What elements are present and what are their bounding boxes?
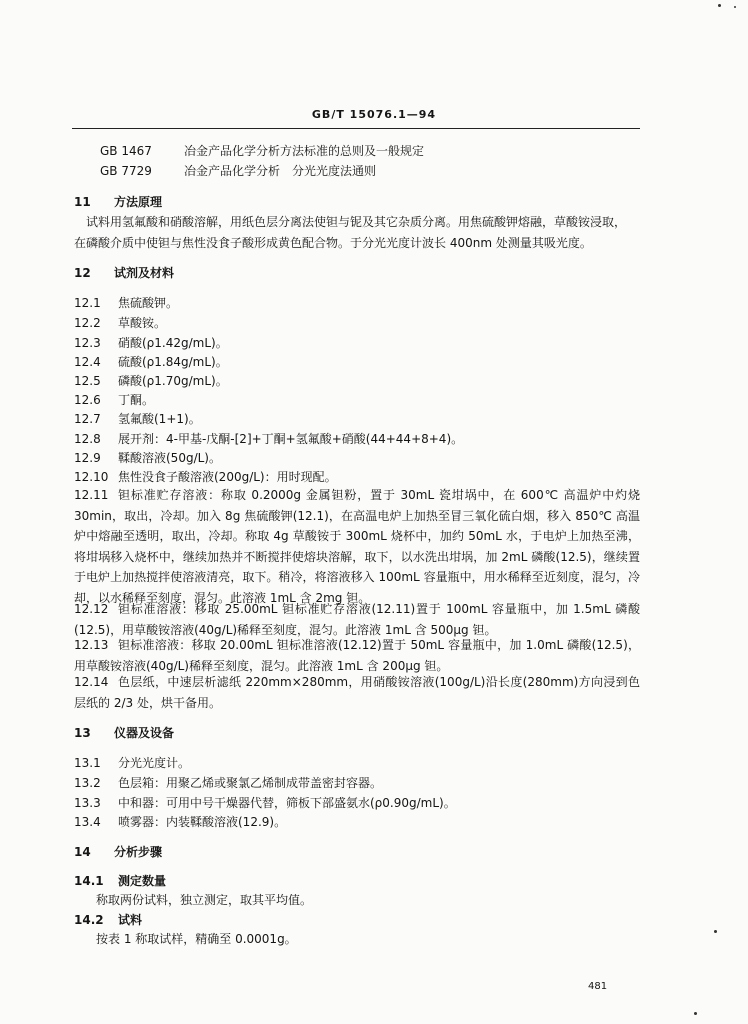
item-text: 焦硫酸钾。 xyxy=(118,296,179,310)
item-number: 12.10 xyxy=(74,470,109,484)
section-13-heading xyxy=(74,724,174,741)
standard-header: GB/T 15076.1—94 xyxy=(311,108,437,121)
item-number: 12.1 xyxy=(74,296,101,310)
item-number: 12.5 xyxy=(74,374,101,388)
item-number: 14.2 xyxy=(74,913,104,927)
section-title: 仪器及设备 xyxy=(114,726,175,740)
list-item xyxy=(74,468,337,485)
item-number: 13.1 xyxy=(74,756,101,770)
subsection-title: 试料 xyxy=(118,913,143,927)
item-number: 12.13 xyxy=(74,638,109,652)
item-text: 硫酸(ρ1.84g/mL)。 xyxy=(118,355,228,369)
item-text: 草酸铵。 xyxy=(118,316,167,330)
item-number: 12.14 xyxy=(74,675,109,689)
item-number: 14.1 xyxy=(74,874,104,888)
item-text: 焦性没食子酸溶液(200g/L)：用时现配。 xyxy=(118,470,337,484)
reference-code: GB 1467 xyxy=(100,144,152,158)
item-text: 喷雾器：内装鞣酸溶液(12.9)。 xyxy=(118,815,287,829)
list-item xyxy=(74,774,382,791)
item-12-11-text: 钽标准贮存溶液：称取 0.2000g 金属钽粉，置于 30mL 瓷坩埚中，在 600℃ 高温炉中灼烧 30min，取出，冷却。加入 8g 焦硫酸钾(12.1)，在高温电炉上加热至冒三氧化硫白烟，移入 850℃ 高温炉中熔融至透明，取出，冷却。称取 4g 草酸铵于 300mL 烧杯中，加约 50mL 水，于电炉上加热至沸，将坩埚移入烧杯中，继续加热并不断搅拌使熔块溶解，取下，以水洗出坩埚，加 2mL 磷酸(12.5)，继续置于电炉上加热搅拌使溶液清亮，取下。稍冷，将溶液移入 100mL 容量瓶中，用水稀释至近刻度，混匀，冷却，以水稀释至刻度，混匀。此溶液 1mL 含 2mg 钽。 xyxy=(74,488,640,605)
section-number: 11 xyxy=(74,195,91,209)
reference-title: 冶金产品化学分析 分光光度法通则 xyxy=(184,164,377,178)
list-item xyxy=(74,294,178,311)
item-number: 12.8 xyxy=(74,432,101,446)
section-title: 试剂及材料 xyxy=(114,266,175,280)
item-text: 磷酸(ρ1.70g/mL)。 xyxy=(118,374,228,388)
scan-speck xyxy=(734,6,736,8)
page-number: 481 xyxy=(588,981,608,992)
item-text: 展开剂：4-甲基-戊酮-[2]+丁酮+氢氟酸+硝酸(44+44+8+4)。 xyxy=(118,432,464,446)
subsection-14-1-heading xyxy=(74,872,166,889)
item-text: 色层箱：用聚乙烯或聚氯乙烯制成带盖密封容器。 xyxy=(118,776,383,790)
list-item xyxy=(74,314,166,331)
header-rule xyxy=(72,128,640,129)
reference-gb1467 xyxy=(100,142,424,159)
list-item xyxy=(74,391,154,408)
list-item xyxy=(74,449,221,466)
item-12-14-text: 色层纸，中速层析滤纸 220mm×280mm，用硝酸铵溶液(100g/L)沿长度(280mm)方向浸到色层纸的 2/3 处，烘干备用。 xyxy=(74,675,640,710)
subsection-14-2-heading xyxy=(74,911,142,928)
list-item xyxy=(74,813,286,830)
item-12-12-text: 钽标准溶液：移取 25.00mL 钽标准贮存溶液(12.11)置于 100mL 容量瓶中，加 1.5mL 磷酸(12.5)，用草酸铵溶液(40g/L)稀释至刻度，混匀。此溶液 1mL 含 500μg 钽。 xyxy=(74,602,640,637)
item-number: 13.3 xyxy=(74,796,101,810)
item-number: 13.4 xyxy=(74,815,101,829)
item-text: 分光光度计。 xyxy=(118,756,191,770)
item-number: 12.11 xyxy=(74,488,109,502)
subsection-14-2-text: 按表 1 称取试样，精确至 0.0001g。 xyxy=(96,932,297,946)
section-number: 13 xyxy=(74,726,91,740)
item-number: 13.2 xyxy=(74,776,101,790)
section-number: 14 xyxy=(74,845,91,859)
item-number: 12.9 xyxy=(74,451,101,465)
list-item xyxy=(74,372,228,389)
list-item xyxy=(74,794,456,811)
scan-speck xyxy=(714,930,717,933)
list-item xyxy=(74,334,228,351)
section-14-heading xyxy=(74,843,162,860)
item-number: 12.4 xyxy=(74,355,101,369)
list-item xyxy=(74,353,228,370)
subsection-title: 测定数量 xyxy=(118,874,167,888)
section-11-text: 试料用氢氟酸和硝酸溶解，用纸色层分离法使钽与铌及其它杂质分离。用焦硫酸钾熔融，草酸铵浸取，在磷酸介质中使钽与焦性没食子酸形成黄色配合物。于分光光度计波长 400nm 处测量其吸光度。 xyxy=(74,215,627,250)
section-12-heading xyxy=(74,264,174,281)
list-item xyxy=(74,430,463,447)
reference-title: 冶金产品化学分析方法标准的总则及一般规定 xyxy=(184,144,425,158)
item-number: 12.2 xyxy=(74,316,101,330)
section-number: 12 xyxy=(74,266,91,280)
subsection-14-1-text: 称取两份试料，独立测定，取其平均值。 xyxy=(96,893,313,907)
item-text: 硝酸(ρ1.42g/mL)。 xyxy=(118,336,228,350)
section-title: 分析步骤 xyxy=(114,845,163,859)
item-number: 12.7 xyxy=(74,412,101,426)
scan-speck xyxy=(718,4,721,7)
item-text: 氢氟酸(1+1)。 xyxy=(118,412,201,426)
item-text: 丁酮。 xyxy=(118,393,155,407)
reference-code: GB 7729 xyxy=(100,164,152,178)
reference-gb7729 xyxy=(100,162,376,179)
item-12-13-text: 钽标准溶液：移取 20.00mL 钽标准溶液(12.12)置于 50mL 容量瓶中，加 1.0mL 磷酸(12.5)，用草酸铵溶液(40g/L)稀释至刻度，混匀。此溶液 1mL 含 200μg 钽。 xyxy=(74,638,640,673)
section-11-heading xyxy=(74,193,162,210)
item-number: 12.6 xyxy=(74,393,101,407)
item-text: 中和器：可用中号干燥器代替，筛板下部盛氨水(ρ0.90g/mL)。 xyxy=(118,796,456,810)
list-item xyxy=(74,754,190,771)
item-number: 12.12 xyxy=(74,602,109,616)
item-number: 12.3 xyxy=(74,336,101,350)
list-item xyxy=(74,410,201,427)
item-text: 鞣酸溶液(50g/L)。 xyxy=(118,451,221,465)
scan-speck xyxy=(694,1012,697,1015)
section-title: 方法原理 xyxy=(114,195,163,209)
